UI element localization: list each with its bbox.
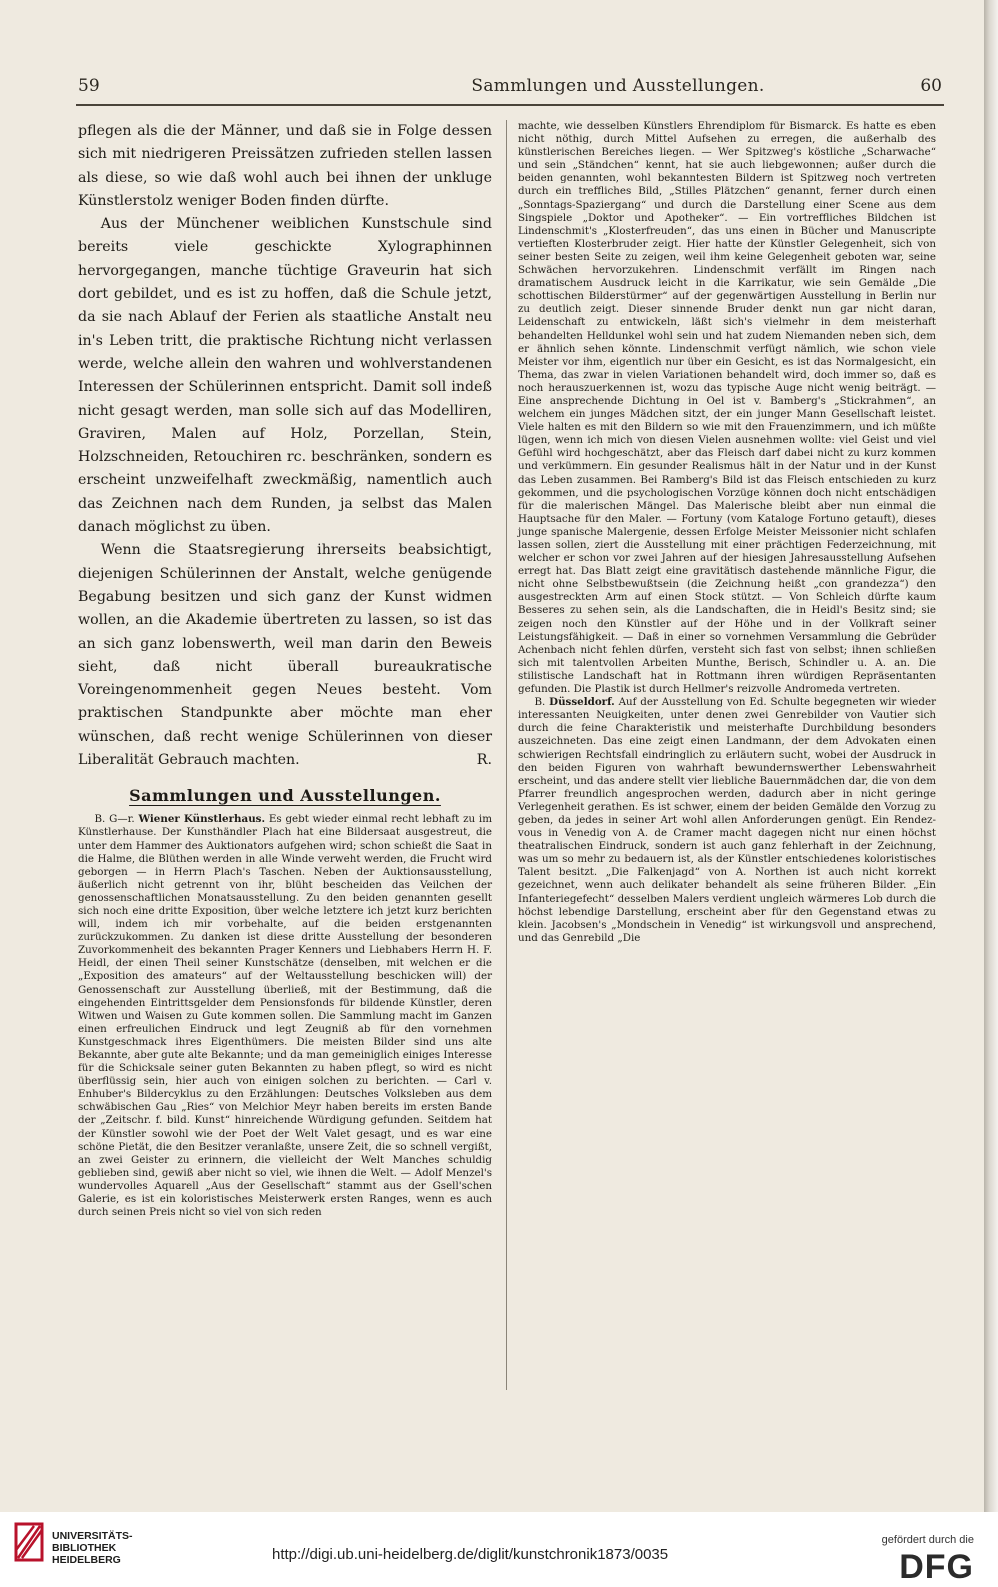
report-location: Düsseldorf. — [549, 696, 615, 709]
paragraph: machte, wie desselben Künstlers Ehrendiplom für Bismarck. Es hatte es eben nicht nöthig, durch Mittel Aufsehen zu erregen, die außerhalb des künstlerischen Bereiches liegen. — Wer Spitzweg's köstliche „Scharwache“ und sein „Ständchen“ kennt, hat sie auch liebgewonnen; außer durch die beiden genannten, wohl bekanntesten Bildern ist Spitzweg noch vertreten durch ein treffliches Bild, „Stilles Plätzchen“ genannt, ferner durch einen „Sonntags-Spaziergang“ und durch die Darstellung einer Scene aus dem Singspiele „Doktor und Apotheker“. — Ein vortreffliches Bildchen ist Lindenschmit's „Klosterfreuden“, das uns einen in Bücher und Manuscripte vertieften Klosterbruder zeigt. Hier hatte der Künstler Gelegenheit, sich von seiner besten Seite zu zeigen, weil ihm keine Gelegenheit geboten war, seine Schwächen hervorzukehren. Lindenschmit verfällt im Ringen nach dramatischem Ausdruck leicht in die Karrikatur, wie sein Gemälde „Die schottischen Bilderstürmer“ auf der gegenwärtigen Ausstellung in Berlin nur zu deutlich zeigt. Dieser sinnende Bruder denkt nun gar nicht daran, Leidenschaft zu entwickeln, läßt sich's vielmehr in dem meisterhaft behandelten Helldunkel wohl sein und hat zudem Niemanden neben sich, dem er ähnlich sehen könnte. Lindenschmit verfügt nämlich, wie schon viele Meister vor ihm, eigentlich nur über ein Gesicht, es ist das Normalgesicht, ein Thema, das zwar in vielen Variationen behandelt wird, doch immer so, daß es noch herauszuerkennen ist, wozu das typische Auge nicht wenig beiträgt. — Eine ansprechende Dichtung in Oel ist v. Bamberg's „Stickrahmen“, an welchem ein junges Mädchen sitzt, der ein junger Mann Gesellschaft leistet. Viele halten es mit den Bildern so wie mit den Frauenzimmern, und ich müßte lügen, wenn ich mich von diesen Vielen ausnehmen wollte: viel Geist und viel Gefühl wird hochgeschätzt, aber das Fleisch darf dabei nicht zu kurz kommen und verkümmern. Ein gesunder Realismus hält in der Natur und in der Kunst das Leben zusammen. Bei Ramberg's Bild ist das Fleisch entschieden zu kurz gekommen, und die psychologischen Vorzüge können doch nicht entschädigen für die malerischen Mängel. Das Malerische bleibt aber nun einmal die Hauptsache für den Maler. — Fortuny (vom Kataloge Fortuno getauft), dieses junge spanische Malergenie, dessen Erfolge Meister Meissonier nicht schlafen lassen sollen, ziert die Ausstellung mit einer prächtigen Federzeichnung, mit welcher er schon vor zwei Jahren auf der hiesigen Jahresausstellung Aufsehen erregt hat. Das Blatt zeigt eine gravitätisch dastehende männliche Figur, die nicht ohne Selbstbewußtsein (die Zeichnung heißt „con grandezza“) den ausgestreckten Arm auf einen Stock stützt. — Von Schleich dürfte kaum Besseres zu sehen sein, als die Landschaften, die in Heidl's Besitz sind; sie zeigen noch den Künstler auf der Höhe und in der Vollkraft seiner Leistungsfähigkeit. — Daß in einer so vornehmen Versammlung die Gebrüder Achenbach nicht fehlen dürfen, versteht sich fast von selbst; ihnen schließen sich mit talentvollen Arbeiten Munthe, Berisch, Schindler u. A. an. Die stilistische Landschaft hat in Rottmann ihren würdigen Repräsentanten gefunden. Die Plastik ist durch Hellmer's reizvolle Andromeda vertreten. — [518, 120, 936, 696]
page-edge-shadow — [984, 0, 998, 1512]
page-number-right: 60 — [920, 76, 942, 96]
right-column — [518, 120, 936, 945]
funding-note: gefördert durch die — [881, 1534, 974, 1546]
library-name-line: BIBLIOTHEK — [52, 1542, 117, 1554]
paragraph-text: Es gebt wieder einmal recht lebhaft zu im Künstlerhause. Der Kunsthändler Plach hat eine Bildersaat ausgestreut, die unter dem Hammer des Auktionators aufgehen wird; schon schießt die Saat in die Halme, die Blüthen werden in alle Winde verweht werden, die Frucht wird geborgen — in Herrn Plach's Taschen. Neben der Auktionsausstellung, äußerlich nicht getrennt von ihr, blüht bescheiden das Veilchen der genossenschaftlichen Monatsausstellung. Zu den beiden genannten gesellt sich noch eine dritte Exposition, über welche letztere ich jetzt kurz berichten will, indem ich mir vorbehalte, auf die beiden erstgenannten zurückzukommen. Zu danken ist diese dritte Ausstellung der besonderen Zuvorkommenheit des bekannten Prager Kenners und Liebhabers Herrn H. F. Heidl, der einen Theil seiner Kunstschätze (denselben, mit welchen er die „Exposition des amateurs“ auf der Weltausstellung beschicken will) der Genossenschaft zur Ausstellung überließ, mit der Bestimmung, daß die eingehenden Eintrittsgelder dem Pensionsfonds für bildende Künstler, deren Witwen und Waisen zu Gute kommen sollen. Die Sammlung macht im Ganzen einen erfreulichen Eindruck und legt Zeugniß ab für den vornehmen Kunstgeschmack ihres Eigenthümers. Die meisten Bilder sind uns alte Bekannte, aber gute alte Bekannte; und da man gemeiniglich einiges Interesse für die Schicksale seiner guten Bekannten zu haben pflegt, so wird es nicht überflüssig sein, hier auch von einigen solchen zu berichten. — Carl v. Enhuber's Bildercyklus zu den Erzählungen: Deutsches Volksleben aus dem schwäbischen Gau „Ries“ von Melchior Meyr haben bereits im ersten Bande der „Zeitschr. f. bild. Kunst“ hinreichende Würdigung gefunden. Seitdem hat der Künstler sowohl wie der Poet der Welt Valet gesagt, und es war eine schöne Pietät, die den Besitzer veranlaßte, unsere Zeit, die so schnell vergißt, an zwei Geister zu erinnern, die vielleicht der Welt Manches schuldig geblieben sind, gewiß aber nicht so viel, wie ihnen die Welt. — Adolf Menzel's wundervolles Aquarell „Aus der Gesellschaft“ stammt aus der Gsell'schen Galerie, es ist ein koloristisches Meisterwerk ersten Ranges, wenn es auch durch seinen Preis nicht so viel von sich reden — [78, 813, 492, 1219]
correspondent-mark: B. — [534, 696, 546, 709]
permalink[interactable]: http://digi.ub.uni-heidelberg.de/diglit/kunstchronik1873/0035 — [272, 1546, 669, 1563]
paragraph-text: Auf der Ausstellung von Ed. Schulte begegneten wir wieder interessanten Neuigkeiten, unter denen zwei Genrebilder von Vautier sich durch die feine Charakteristik und meisterhafte Durchbildung besonders auszeichneten. Das eine zeigt einen Landmann, der dem Advokaten einen schwierigen Rechtsfall eindringlich zu erläutern sucht, wobei der Ausdruck in den beiden Figuren von wahrhaft bewundernswerther Lebenswahrheit erscheint, und das andere stellt vier liebliche Bauernmädchen dar, die von dem Pfarrer freundlich angesprochen werden, dadurch aber in nicht geringe Verlegenheit gerathen. Es ist schwer, einem der beiden Gemälde den Vorzug zu geben, da jedes in seiner Art wohl allen Anforderungen genügt. Ein Rendez-vous in Venedig von A. de Cramer macht dagegen nicht nur einen höchst theatralischen Eindruck, sondern ist auch ganz fehlerhaft in der Zeichnung, was um so mehr zu bedauern ist, als der Künstler entschiedenes koloristisches Talent besitzt. „Die Falkenjagd“ von A. Northen ist auch nicht korrekt gezeichnet, wenn auch delikater behandelt als seine früheren Bilder. „Ein Infanteriegefecht“ desselben Malers verdient ungleich wärmeres Lob durch die höchst lebendige Darstellung, erscheint aber für den Gegenstand etwas zu klein. Jacobsen's „Mondschein in Venedig“ ist wirkungsvoll und ansprechend, und das Genrebild „Die — [518, 696, 936, 944]
library-logo-icon — [12, 1508, 50, 1568]
running-title: Sammlungen und Ausstellungen. — [471, 76, 765, 96]
library-name-line: UNIVERSITÄTS- — [52, 1530, 133, 1542]
library-name — [52, 1530, 133, 1566]
paragraph — [78, 813, 492, 1219]
header-rule — [76, 104, 944, 106]
report-location: Wiener Künstlerhaus. — [138, 813, 266, 826]
left-column — [78, 120, 492, 1219]
paragraph-text: Wenn die Staatsregierung ihrerseits beabsichtigt, diejenigen Schülerinnen der Anstalt, welche genügende Begabung besitzen und sich ganz der Kunst widmen wollen, an die Akademie übertreten zu lassen, so ist das an sich ganz lobenswerth, weil man darin den Beweis sieht, daß nicht überall bureaukratische Voreingenommenheit gegen Neues besteht. Vom praktischen Standpunkte aber möchte man eher wünschen, daß recht wenige Schülerinnen von dieser Liberalität Gebrauch machten. — [78, 542, 492, 769]
library-name-line: HEIDELBERG — [52, 1554, 121, 1566]
dfg-logo: DFG — [899, 1548, 974, 1586]
paragraph — [518, 696, 936, 945]
paragraph: pflegen als die der Männer, und daß sie in Folge dessen sich mit niedrigeren Preissätzen zufrieden stellen lassen als diese, so wie daß wohl auch bei ihnen der unkluge Künstlerstolz weniger Boden finden dürfte. — [78, 123, 492, 209]
author-signature: R. — [476, 752, 492, 769]
correspondent-mark: B. G—r. — [94, 813, 135, 826]
page-header — [78, 76, 942, 102]
column-divider — [506, 120, 507, 1390]
paragraph: Aus der Münchener weiblichen Kunstschule sind bereits viele geschickte Xylographinnen hervorgegangen, manche tüchtige Graveurin hat sich dort gebildet, und es ist zu hoffen, daß die Schule jetzt, da sie nach Ablauf der Ferien als staatliche Anstalt neu in's Leben tritt, die praktische Richtung nicht verlassen werde, welche allein den wahren und wohlverstandenen Interessen der Schülerinnen entspricht. Damit soll indeß nicht gesagt werden, man solle sich auf das Modelliren, Graviren, Malen auf Holz, Porzellan, Stein, Holzschneiden, Retouchiren rc. beschränken, sondern es erscheint unzweifelhaft zweckmäßig, namentlich auch das Zeichnen nach dem Runden, ja selbst das Malen danach möglichst zu üben. — [78, 216, 492, 536]
page-number-left: 59 — [78, 76, 100, 96]
section-title: Sammlungen und Ausstellungen. — [129, 786, 441, 806]
paragraph — [78, 539, 492, 772]
